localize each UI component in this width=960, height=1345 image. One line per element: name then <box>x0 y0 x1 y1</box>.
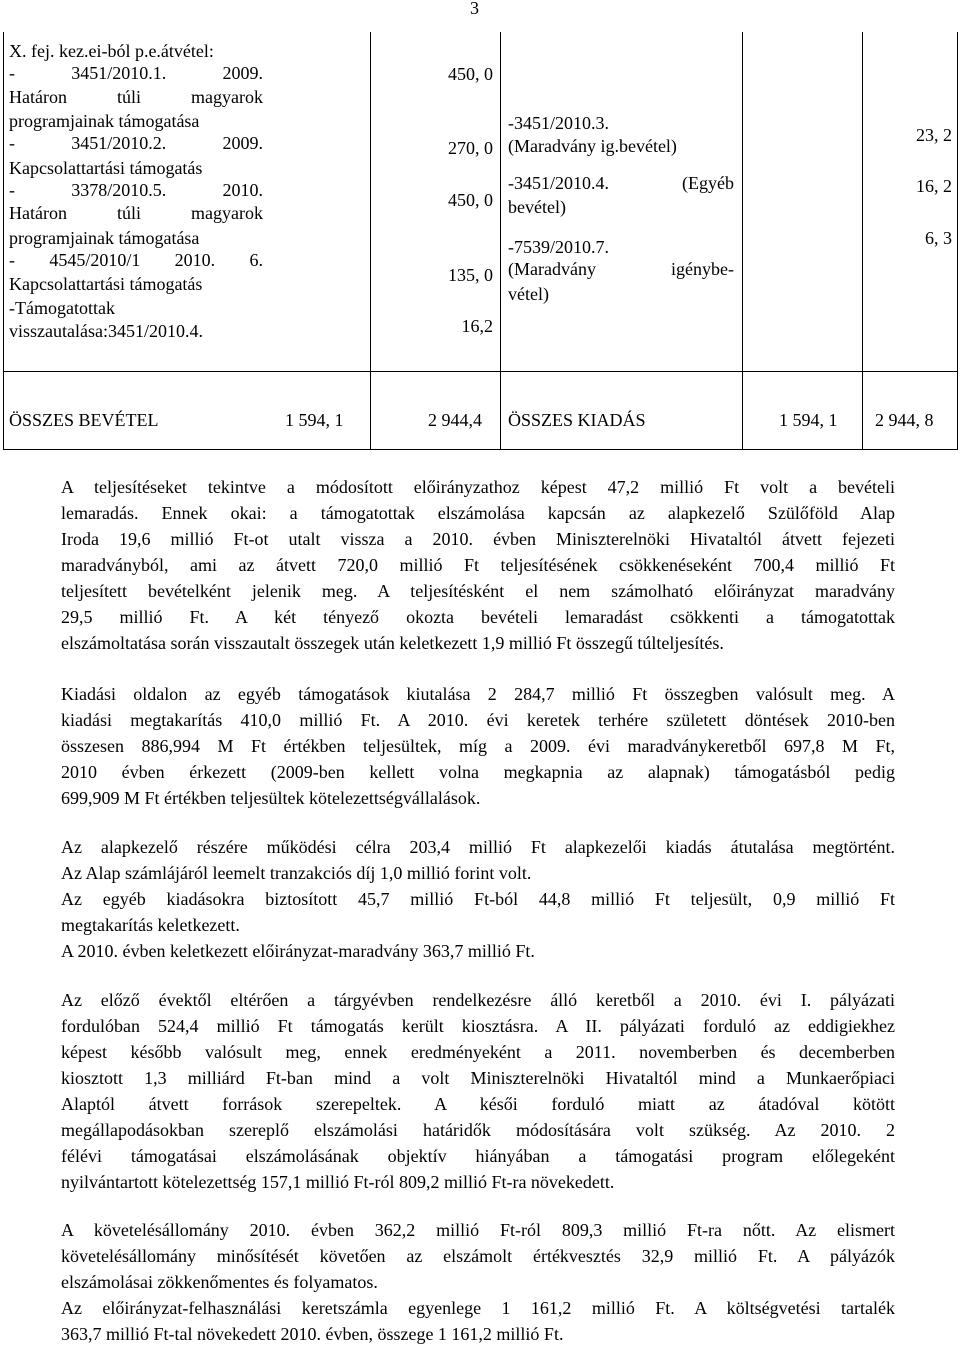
income-item-line: - 4545/2010/1 2010. 6. <box>9 250 263 270</box>
paragraph-line: Az előző évektől eltérően a tárgyévben rendelkezésre álló keretből a 2010. évi I. pályázati <box>61 990 895 1010</box>
paragraph-line: A teljesítéseket tekintve a módosított előirányzathoz képest 47,2 millió Ft volt a bevételi <box>61 477 895 497</box>
income-item-line: - 3378/2010.5. 2010. <box>9 180 263 200</box>
paragraph-line: lemaradás. Ennek okai: a támogatottak elszámolása kapcsán az alapkezelő Szülőföld Alap <box>61 503 895 523</box>
paragraph-line: Kiadási oldalon az egyéb támogatások kiutalása 2 284,7 millió Ft összegben valósult meg. A <box>61 684 895 704</box>
table-row-divider <box>3 371 958 372</box>
paragraph-line: 2010 évben érkezett (2009-ben kellett volna megkapnia az alapnak) támogatásból pedig <box>61 762 895 782</box>
paragraph-line: Az alapkezelő részére működési célra 203,4 millió Ft alapkezelői kiadás átutalása megtörtént. <box>61 837 895 857</box>
paragraph-line: A követelésállomány 2010. évben 362,2 millió Ft-ról 809,3 millió Ft-ra nőtt. Az elismert <box>61 1220 895 1240</box>
paragraph-line: képest később valósult meg, ennek eredményeként a 2011. novemberben és decemberben <box>61 1042 895 1062</box>
paragraph-line: 29,5 millió Ft. A két tényező okozta bevételi lemaradást csökkenti a támogatottak <box>61 607 895 627</box>
expense-amount: 23, 2 <box>916 125 952 145</box>
paragraph-line: kiosztott 1,3 milliárd Ft-ban mind a volt Miniszterelnöki Hivataltól mind a Munkaerőpiaci <box>61 1068 895 1088</box>
income-amount: 270, 0 <box>448 138 493 158</box>
income-amount: 450, 0 <box>448 64 493 84</box>
expense-item-line: -3451/2010.4. (Egyéb <box>508 173 734 193</box>
page-number: 3 <box>470 0 479 18</box>
income-item-line: - 3451/2010.2. 2009. <box>9 133 263 153</box>
expense-amount: 16, 2 <box>916 176 952 196</box>
expense-item-line: bevétel) <box>508 197 566 217</box>
table-divider <box>742 32 743 450</box>
total-income-value: 1 594, 1 <box>285 410 344 430</box>
paragraph-line: félévi támogatásai elszámolásának objektív hiányában a támogatási program előlegeként <box>61 1146 895 1166</box>
total-expense-value: 1 594, 1 <box>779 410 838 430</box>
income-item-line: -Támogatottak <box>9 298 115 318</box>
income-item-line: Határon túli magyarok <box>9 203 263 223</box>
expense-amount: 6, 3 <box>925 228 952 248</box>
total-expense-value: 2 944, 8 <box>875 410 934 430</box>
income-item-line: programjainak támogatása <box>9 228 200 248</box>
expense-item-line: (Maradvány ig.bevétel) <box>508 136 677 156</box>
income-item-line: visszautalása:3451/2010.4. <box>9 321 203 341</box>
paragraph-line: Az Alap számlájáról leemelt tranzakciós díj 1,0 millió forint volt. <box>61 863 532 883</box>
income-item-line: Határon túli magyarok <box>9 87 263 107</box>
total-income-label: ÖSSZES BEVÉTEL <box>9 410 159 430</box>
paragraph-line: maradványból, ami az átvett 720,0 millió Ft teljesítésének csökkenéseként 700,4 millió Ft <box>61 555 895 575</box>
table-border-left <box>3 32 4 450</box>
paragraph-line: nyilvántartott kötelezettség 157,1 millió Ft-ról 809,2 millió Ft-ra növekedett. <box>61 1172 615 1192</box>
income-item-line: Kapcsolattartási támogatás <box>9 274 203 294</box>
income-amount: 450, 0 <box>448 190 493 210</box>
paragraph-line: összesen 886,994 M Ft értékben teljesültek, míg a 2009. évi maradványkeretből 697,8 M Ft, <box>61 736 895 756</box>
paragraph-line: Az előirányzat-felhasználási keretszámla egyenlege 1 161,2 millió Ft. A költségvetési tartalék <box>61 1298 895 1318</box>
expense-item-line: (Maradvány igénybe- <box>508 259 734 279</box>
paragraph-line: 363,7 millió Ft-tal növekedett 2010. évben, összege 1 161,2 millió Ft. <box>61 1324 564 1344</box>
paragraph-line: követelésállomány minősítését követően az elszámolt értékvesztés 32,9 millió Ft. A pályázók <box>61 1246 895 1266</box>
table-border-bottom <box>3 449 958 450</box>
paragraph-line: elszámoltatása során visszautalt összegek után keletkezett 1,9 millió Ft összegű túlteljesítés. <box>61 633 724 653</box>
total-income-value: 2 944,4 <box>428 410 482 430</box>
paragraph-line: A 2010. évben keletkezett előirányzat-maradvány 363,7 millió Ft. <box>61 941 535 961</box>
income-amount: 135, 0 <box>448 265 493 285</box>
paragraph-line: teljesített bevételként jelenik meg. A teljesítésként el nem számolható előirányzat maradvány <box>61 581 895 601</box>
table-border-right <box>957 32 958 450</box>
table-divider <box>862 32 863 450</box>
income-amount: 16,2 <box>461 316 493 336</box>
paragraph-line: fordulóban 524,4 millió Ft támogatás került kiosztásra. A II. pályázati forduló az eddigiekhez <box>61 1016 895 1036</box>
paragraph-line: Iroda 19,6 millió Ft-ot utalt vissza a 2010. évben Miniszterelnöki Hivataltól átvett fejezeti <box>61 529 895 549</box>
table-divider <box>370 32 371 450</box>
table-divider <box>500 32 501 450</box>
paragraph-line: 699,909 M Ft értékben teljesültek kötelezettségvállalások. <box>61 788 481 808</box>
paragraph-line: elszámolásai zökkenőmentes és folyamatos. <box>61 1272 378 1292</box>
paragraph-line: Alaptól átvett források szerepeltek. A késői forduló miatt az átadóval kötött <box>61 1094 895 1114</box>
expense-item-line: vétel) <box>508 284 549 304</box>
income-item-line: Kapcsolattartási támogatás <box>9 158 203 178</box>
expense-item-line: -7539/2010.7. <box>508 237 609 257</box>
paragraph-line: kiadási megtakarítás 410,0 millió Ft. A 2010. évi keretek terhére született döntések 2010-ben <box>61 710 895 730</box>
paragraph-line: Az egyéb kiadásokra biztosított 45,7 millió Ft-ból 44,8 millió Ft teljesült, 0,9 millió Ft <box>61 889 895 909</box>
paragraph-line: megállapodásokban szereplő elszámolási határidők módosítására volt szükség. Az 2010. 2 <box>61 1120 895 1140</box>
paragraph-line: megtakarítás keletkezett. <box>61 915 240 935</box>
income-item-line: programjainak támogatása <box>9 111 200 131</box>
total-expense-label: ÖSSZES KIADÁS <box>508 410 646 430</box>
income-item-line: X. fej. kez.ei-ból p.e.átvétel: <box>9 41 214 61</box>
expense-item-line: -3451/2010.3. <box>508 113 609 133</box>
income-item-line: - 3451/2010.1. 2009. <box>9 63 263 83</box>
